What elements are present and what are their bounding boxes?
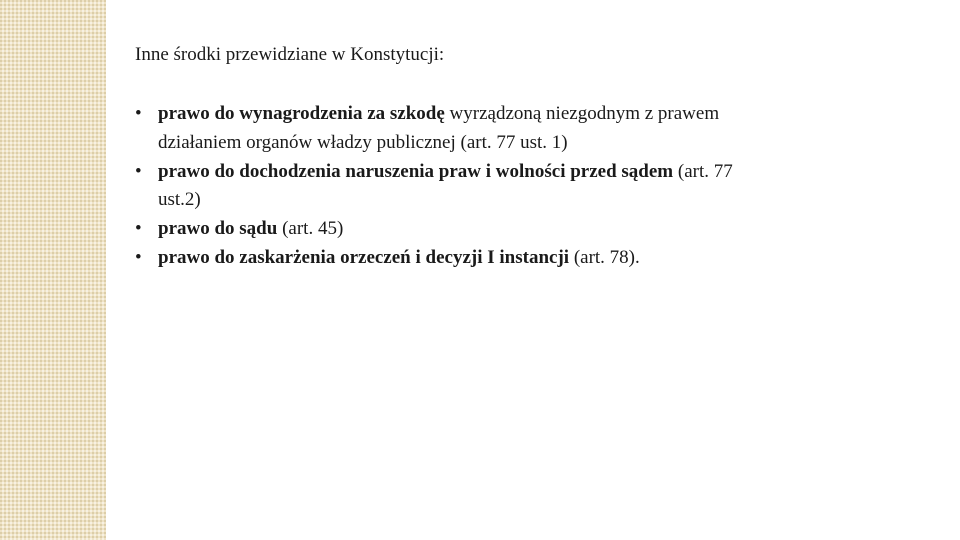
rights-list [135,100,735,273]
item-bold-text: prawo do dochodzenia naruszenia praw i wolności przed sądem [158,160,674,182]
bullet-icon: • [135,160,142,182]
bullet-icon: • [135,103,142,124]
bullet-icon: • [135,246,142,268]
item-bold-text: prawo do zaskarżenia orzeczeń i decyzji I instancji [158,246,570,268]
decorative-side-band [0,0,106,540]
list-item [135,100,735,158]
bullet-icon: • [135,218,142,240]
item-text: (art. 45) [277,218,344,240]
list-item [135,158,735,216]
item-bold-text: prawo do wynagrodzenia za szkodę [158,103,445,124]
slide-heading: Inne środki przewidziane w Konstytucji: [135,44,445,65]
slide-content [135,43,735,273]
list-item [135,244,735,273]
item-text: wyrządzoną niezgodnym z prawem działaniem organów władzy publicznej (art. 77 ust. 1) [158,103,720,153]
item-text: (art. 78). [569,246,640,268]
item-bold-text: prawo do sądu [158,218,278,240]
item-text: (art. 77 ust.2) [158,160,733,211]
list-item [135,215,735,244]
